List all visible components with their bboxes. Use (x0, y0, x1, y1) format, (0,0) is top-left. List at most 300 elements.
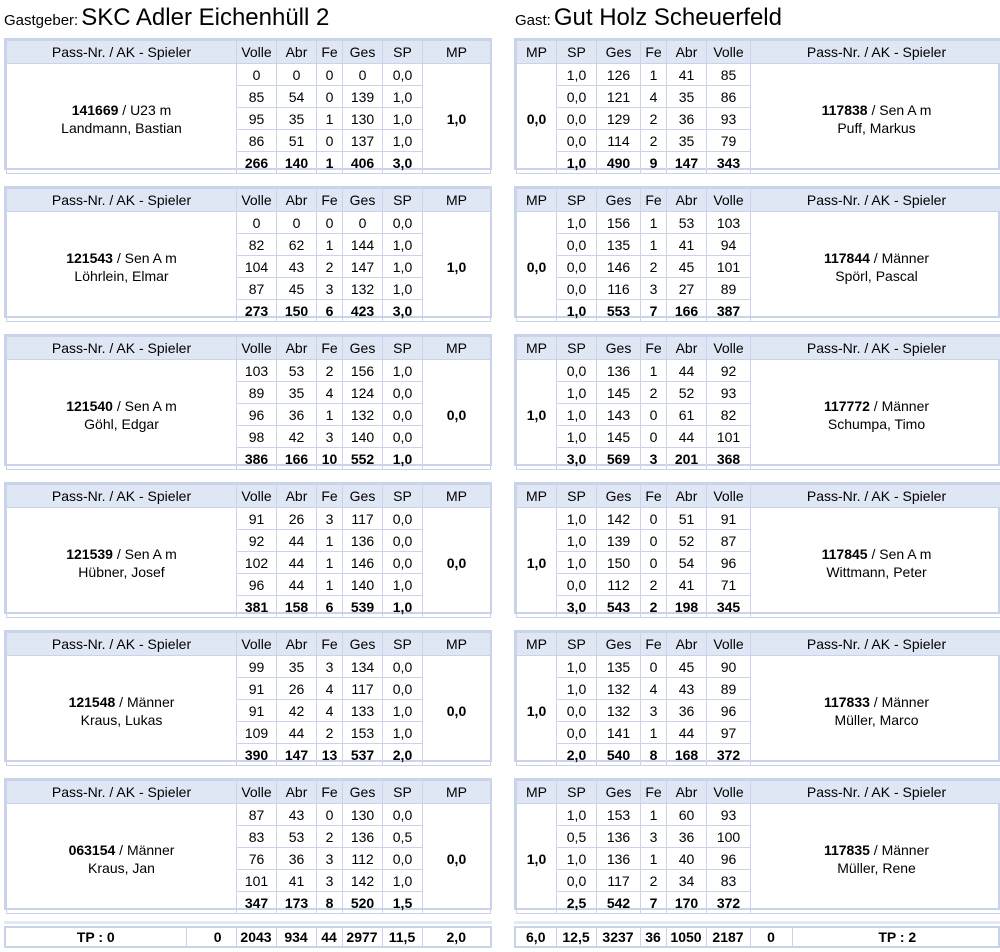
cell-ges: 146 (597, 256, 641, 278)
home-player-table (4, 334, 492, 466)
guest-match-points: 0,0 (517, 212, 557, 322)
total-volle: 347 (237, 892, 277, 914)
col-volle-header: Volle (707, 337, 751, 360)
col-abr-header: Abr (277, 485, 317, 508)
cell-fe: 3 (641, 826, 667, 848)
cell-sp: 1,0 (383, 870, 423, 892)
total-volle: 372 (707, 892, 751, 914)
guest-total-zero: 0 (750, 928, 792, 946)
guest-player-cell (751, 360, 1000, 470)
total-volle: 386 (237, 448, 277, 470)
cell-volle: 87 (237, 278, 277, 300)
total-ges: 542 (597, 892, 641, 914)
col-sp-header: SP (557, 781, 597, 804)
total-ges: 569 (597, 448, 641, 470)
cell-ges: 117 (597, 870, 641, 892)
total-sp: 3,0 (383, 300, 423, 322)
cell-ges: 133 (343, 700, 383, 722)
col-player-header: Pass-Nr. / AK - Spieler (7, 189, 237, 212)
cell-fe: 2 (641, 256, 667, 278)
cell-abr: 36 (667, 826, 707, 848)
home-player-table (4, 482, 492, 614)
total-sp: 2,0 (557, 744, 597, 766)
col-abr-header: Abr (277, 337, 317, 360)
col-sp-header: SP (383, 337, 423, 360)
guest-total-ges: 3237 (596, 928, 640, 946)
home-total-ges: 2977 (342, 928, 382, 946)
cell-fe: 0 (317, 804, 343, 826)
cell-volle: 86 (237, 130, 277, 152)
cell-volle: 96 (237, 574, 277, 596)
total-abr: 201 (667, 448, 707, 470)
col-player-header: Pass-Nr. / AK - Spieler (751, 485, 1000, 508)
player-name: Löhrlein, Elmar (74, 267, 169, 284)
guest-player-table (514, 482, 1000, 614)
cell-sp: 0,0 (557, 360, 597, 382)
total-sp: 2,5 (557, 892, 597, 914)
home-player-cell (7, 804, 237, 914)
col-ges-header: Ges (597, 633, 641, 656)
cell-sp: 1,0 (557, 404, 597, 426)
cell-ges: 136 (343, 826, 383, 848)
guest-player-table (514, 778, 1000, 910)
total-abr: 198 (667, 596, 707, 618)
col-sp-header: SP (383, 781, 423, 804)
col-ges-header: Ges (597, 781, 641, 804)
cell-volle: 91 (237, 700, 277, 722)
total-abr: 147 (667, 152, 707, 174)
total-sp: 3,0 (557, 596, 597, 618)
cell-ges: 0 (343, 212, 383, 234)
cell-abr: 36 (277, 404, 317, 426)
cell-ges: 145 (597, 426, 641, 448)
total-fe: 13 (317, 744, 343, 766)
cell-ges: 150 (597, 552, 641, 574)
cell-abr: 44 (277, 530, 317, 552)
cell-sp: 0,0 (557, 256, 597, 278)
cell-sp: 0,0 (383, 804, 423, 826)
total-abr: 173 (277, 892, 317, 914)
cell-abr: 62 (277, 234, 317, 256)
home-total-sp: 11,5 (382, 928, 422, 946)
cell-fe: 2 (641, 870, 667, 892)
home-player-cell (7, 360, 237, 470)
cell-fe: 1 (317, 404, 343, 426)
cell-fe: 1 (641, 722, 667, 744)
cell-fe: 0 (641, 426, 667, 448)
col-mp-header: MP (423, 633, 491, 656)
cell-sp: 0,0 (557, 278, 597, 300)
cell-sp: 1,0 (557, 848, 597, 870)
cell-sp: 0,0 (383, 212, 423, 234)
col-mp-header: MP (423, 781, 491, 804)
guest-label: Gast: (515, 12, 551, 29)
cell-ges: 112 (597, 574, 641, 596)
col-player-header: Pass-Nr. / AK - Spieler (751, 41, 1000, 64)
total-sp: 1,0 (383, 596, 423, 618)
cell-fe: 0 (641, 530, 667, 552)
col-fe-header: Fe (641, 633, 667, 656)
player-age-class: / Männer (869, 693, 930, 710)
total-ges: 543 (597, 596, 641, 618)
cell-ges: 139 (597, 530, 641, 552)
cell-fe: 0 (317, 86, 343, 108)
cell-volle: 76 (237, 848, 277, 870)
cell-fe: 0 (641, 404, 667, 426)
cell-ges: 140 (343, 574, 383, 596)
cell-ges: 124 (343, 382, 383, 404)
guest-match-points: 1,0 (517, 656, 557, 766)
guest-team-header (515, 4, 782, 34)
cell-abr: 35 (667, 130, 707, 152)
cell-abr: 45 (667, 256, 707, 278)
cell-ges: 141 (597, 722, 641, 744)
cell-volle: 100 (707, 826, 751, 848)
cell-volle: 83 (237, 826, 277, 848)
home-total-abr: 934 (276, 928, 316, 946)
cell-sp: 0,0 (383, 552, 423, 574)
cell-volle: 93 (707, 804, 751, 826)
cell-fe: 1 (317, 234, 343, 256)
cell-volle: 99 (237, 656, 277, 678)
total-volle: 273 (237, 300, 277, 322)
cell-fe: 0 (317, 212, 343, 234)
total-volle: 343 (707, 152, 751, 174)
cell-volle: 92 (237, 530, 277, 552)
cell-sp: 1,0 (557, 64, 597, 86)
cell-abr: 44 (277, 722, 317, 744)
player-pass-number: 117833 (823, 693, 870, 710)
player-pass-number: 141669 (71, 101, 119, 118)
home-player-cell (7, 64, 237, 174)
cell-abr: 36 (277, 848, 317, 870)
cell-ges: 156 (343, 360, 383, 382)
player-pass-number: 117838 (821, 101, 868, 118)
cell-volle: 94 (707, 234, 751, 256)
player-age-class: / Sen A m (867, 101, 932, 118)
cell-volle: 89 (237, 382, 277, 404)
cell-volle: 97 (707, 722, 751, 744)
col-fe-header: Fe (641, 337, 667, 360)
cell-sp: 1,0 (383, 574, 423, 596)
total-fe: 6 (317, 596, 343, 618)
total-sp: 1,5 (383, 892, 423, 914)
col-player-header: Pass-Nr. / AK - Spieler (751, 633, 1000, 656)
player-age-class: / Männer (869, 841, 930, 858)
cell-sp: 1,0 (557, 530, 597, 552)
cell-ges: 126 (597, 64, 641, 86)
cell-sp: 0,0 (557, 700, 597, 722)
player-pass-number: 117835 (823, 841, 870, 858)
cell-fe: 0 (641, 508, 667, 530)
cell-abr: 43 (667, 678, 707, 700)
cell-fe: 3 (317, 278, 343, 300)
cell-ges: 153 (597, 804, 641, 826)
col-player-header: Pass-Nr. / AK - Spieler (7, 633, 237, 656)
guest-divider (514, 921, 1000, 924)
col-ges-header: Ges (597, 485, 641, 508)
cell-sp: 1,0 (557, 508, 597, 530)
cell-volle: 86 (707, 86, 751, 108)
home-total-row (4, 926, 492, 948)
cell-ges: 136 (597, 848, 641, 870)
col-fe-header: Fe (317, 485, 343, 508)
cell-abr: 51 (277, 130, 317, 152)
cell-ges: 143 (597, 404, 641, 426)
guest-player-cell (751, 64, 1000, 174)
col-volle-header: Volle (707, 189, 751, 212)
cell-volle: 101 (237, 870, 277, 892)
total-abr: 140 (277, 152, 317, 174)
cell-abr: 41 (667, 574, 707, 596)
cell-volle: 96 (237, 404, 277, 426)
cell-abr: 43 (277, 256, 317, 278)
cell-sp: 1,0 (383, 234, 423, 256)
col-ges-header: Ges (343, 41, 383, 64)
guest-total-sp: 12,5 (556, 928, 596, 946)
cell-sp: 0,0 (557, 722, 597, 744)
cell-abr: 26 (277, 508, 317, 530)
cell-ges: 135 (597, 234, 641, 256)
cell-fe: 1 (317, 530, 343, 552)
col-fe-header: Fe (641, 189, 667, 212)
cell-fe: 2 (641, 108, 667, 130)
cell-sp: 1,0 (383, 86, 423, 108)
total-abr: 170 (667, 892, 707, 914)
col-mp-header: MP (423, 485, 491, 508)
cell-sp: 0,0 (557, 86, 597, 108)
guest-total-mp: 6,0 (526, 929, 546, 945)
cell-ges: 139 (343, 86, 383, 108)
player-pass-number: 121548 (68, 693, 116, 710)
total-abr: 150 (277, 300, 317, 322)
cell-fe: 1 (317, 574, 343, 596)
cell-volle: 82 (707, 404, 751, 426)
guest-player-cell (751, 804, 1000, 914)
cell-fe: 1 (641, 848, 667, 870)
col-fe-header: Fe (317, 189, 343, 212)
cell-abr: 60 (667, 804, 707, 826)
col-volle-header: Volle (237, 41, 277, 64)
cell-abr: 52 (667, 382, 707, 404)
cell-volle: 109 (237, 722, 277, 744)
col-player-header: Pass-Nr. / AK - Spieler (7, 41, 237, 64)
cell-fe: 4 (317, 678, 343, 700)
col-player-header: Pass-Nr. / AK - Spieler (751, 337, 1000, 360)
player-pass-number: 121539 (66, 545, 113, 562)
cell-abr: 44 (277, 552, 317, 574)
cell-fe: 4 (641, 86, 667, 108)
cell-sp: 1,0 (383, 130, 423, 152)
cell-ges: 132 (343, 404, 383, 426)
cell-sp: 1,0 (383, 256, 423, 278)
cell-ges: 156 (597, 212, 641, 234)
cell-sp: 0,0 (383, 656, 423, 678)
home-player-table (4, 630, 492, 762)
player-age-class: / Sen A m (112, 545, 177, 562)
col-ges-header: Ges (343, 781, 383, 804)
cell-fe: 2 (317, 826, 343, 848)
col-player-header: Pass-Nr. / AK - Spieler (7, 337, 237, 360)
home-team-header (4, 4, 329, 34)
col-abr-header: Abr (667, 633, 707, 656)
col-ges-header: Ges (343, 633, 383, 656)
guest-player-table (514, 630, 1000, 762)
guest-player-cell (751, 656, 1000, 766)
col-volle-header: Volle (707, 41, 751, 64)
cell-abr: 53 (277, 826, 317, 848)
cell-fe: 2 (317, 256, 343, 278)
cell-fe: 1 (317, 108, 343, 130)
cell-fe: 2 (641, 382, 667, 404)
cell-abr: 61 (667, 404, 707, 426)
cell-ges: 136 (343, 530, 383, 552)
col-ges-header: Ges (597, 189, 641, 212)
total-sp: 3,0 (383, 152, 423, 174)
col-ges-header: Ges (343, 337, 383, 360)
col-ges-header: Ges (597, 41, 641, 64)
cell-ges: 0 (343, 64, 383, 86)
cell-volle: 82 (237, 234, 277, 256)
col-volle-header: Volle (707, 633, 751, 656)
cell-abr: 35 (667, 86, 707, 108)
guest-total-abr: 1050 (666, 928, 706, 946)
cell-ges: 117 (343, 508, 383, 530)
cell-abr: 43 (277, 804, 317, 826)
cell-ges: 146 (343, 552, 383, 574)
cell-ges: 132 (597, 700, 641, 722)
col-fe-header: Fe (317, 337, 343, 360)
cell-volle: 85 (237, 86, 277, 108)
col-sp-header: SP (383, 485, 423, 508)
player-age-class: / U23 m (118, 101, 172, 118)
total-abr: 166 (667, 300, 707, 322)
cell-ges: 144 (343, 234, 383, 256)
cell-abr: 35 (277, 656, 317, 678)
cell-ges: 132 (597, 678, 641, 700)
col-fe-header: Fe (317, 633, 343, 656)
player-pass-number: 117845 (821, 545, 868, 562)
col-volle-header: Volle (237, 485, 277, 508)
col-player-header: Pass-Nr. / AK - Spieler (751, 781, 1000, 804)
player-pass-number: 121543 (66, 249, 113, 266)
col-abr-header: Abr (277, 41, 317, 64)
cell-fe: 2 (641, 574, 667, 596)
cell-volle: 90 (707, 656, 751, 678)
guest-total-row (514, 926, 1000, 948)
home-player-table (4, 38, 492, 170)
total-volle: 387 (707, 300, 751, 322)
total-fe: 2 (641, 596, 667, 618)
col-volle-header: Volle (237, 781, 277, 804)
cell-abr: 40 (667, 848, 707, 870)
player-age-class: / Männer (115, 841, 175, 858)
total-volle: 345 (707, 596, 751, 618)
cell-sp: 1,0 (383, 108, 423, 130)
col-mp-header: MP (517, 633, 557, 656)
total-ges: 406 (343, 152, 383, 174)
col-sp-header: SP (557, 189, 597, 212)
total-ges: 552 (343, 448, 383, 470)
cell-ges: 140 (343, 426, 383, 448)
cell-fe: 1 (641, 212, 667, 234)
col-abr-header: Abr (277, 633, 317, 656)
player-name: Kraus, Jan (88, 859, 155, 876)
col-abr-header: Abr (277, 781, 317, 804)
cell-ges: 116 (597, 278, 641, 300)
total-fe: 7 (641, 892, 667, 914)
cell-ges: 130 (343, 804, 383, 826)
cell-sp: 0,0 (557, 130, 597, 152)
guest-match-points: 1,0 (517, 360, 557, 470)
total-fe: 6 (317, 300, 343, 322)
cell-volle: 85 (707, 64, 751, 86)
cell-fe: 3 (317, 656, 343, 678)
player-name: Kraus, Lukas (80, 711, 163, 728)
cell-abr: 44 (277, 574, 317, 596)
total-fe: 10 (317, 448, 343, 470)
cell-abr: 42 (277, 700, 317, 722)
col-abr-header: Abr (667, 337, 707, 360)
total-fe: 8 (641, 744, 667, 766)
home-total-volle: 2043 (236, 928, 276, 946)
total-ges: 520 (343, 892, 383, 914)
cell-volle: 103 (237, 360, 277, 382)
total-abr: 158 (277, 596, 317, 618)
cell-ges: 121 (597, 86, 641, 108)
col-mp-header: MP (517, 337, 557, 360)
cell-sp: 0,0 (383, 382, 423, 404)
guest-match-points: 0,0 (517, 64, 557, 174)
total-sp: 1,0 (383, 448, 423, 470)
guest-team-name: Gut Holz Scheuerfeld (553, 4, 782, 31)
col-volle-header: Volle (237, 189, 277, 212)
col-abr-header: Abr (667, 781, 707, 804)
cell-sp: 1,0 (557, 656, 597, 678)
player-name: Müller, Rene (837, 859, 916, 876)
cell-sp: 1,0 (383, 360, 423, 382)
cell-sp: 0,0 (557, 870, 597, 892)
cell-fe: 0 (641, 552, 667, 574)
guest-total-volle: 2187 (706, 928, 750, 946)
col-sp-header: SP (557, 633, 597, 656)
col-mp-header: MP (517, 189, 557, 212)
cell-abr: 45 (277, 278, 317, 300)
cell-fe: 1 (641, 64, 667, 86)
total-sp: 2,0 (383, 744, 423, 766)
cell-ges: 132 (343, 278, 383, 300)
cell-sp: 0,0 (383, 404, 423, 426)
col-abr-header: Abr (277, 189, 317, 212)
cell-fe: 1 (641, 360, 667, 382)
cell-abr: 42 (277, 426, 317, 448)
home-total-zero: 0 (186, 928, 236, 946)
cell-fe: 3 (317, 426, 343, 448)
total-fe: 3 (641, 448, 667, 470)
cell-sp: 0,0 (383, 426, 423, 448)
col-fe-header: Fe (317, 41, 343, 64)
home-match-points: 1,0 (423, 212, 491, 322)
col-mp-header: MP (423, 41, 491, 64)
cell-ges: 114 (597, 130, 641, 152)
cell-sp: 0,5 (557, 826, 597, 848)
col-mp-header: MP (517, 41, 557, 64)
cell-sp: 1,0 (557, 552, 597, 574)
cell-sp: 1,0 (557, 382, 597, 404)
guest-player-table (514, 38, 1000, 170)
cell-ges: 136 (597, 360, 641, 382)
home-player-cell (7, 508, 237, 618)
